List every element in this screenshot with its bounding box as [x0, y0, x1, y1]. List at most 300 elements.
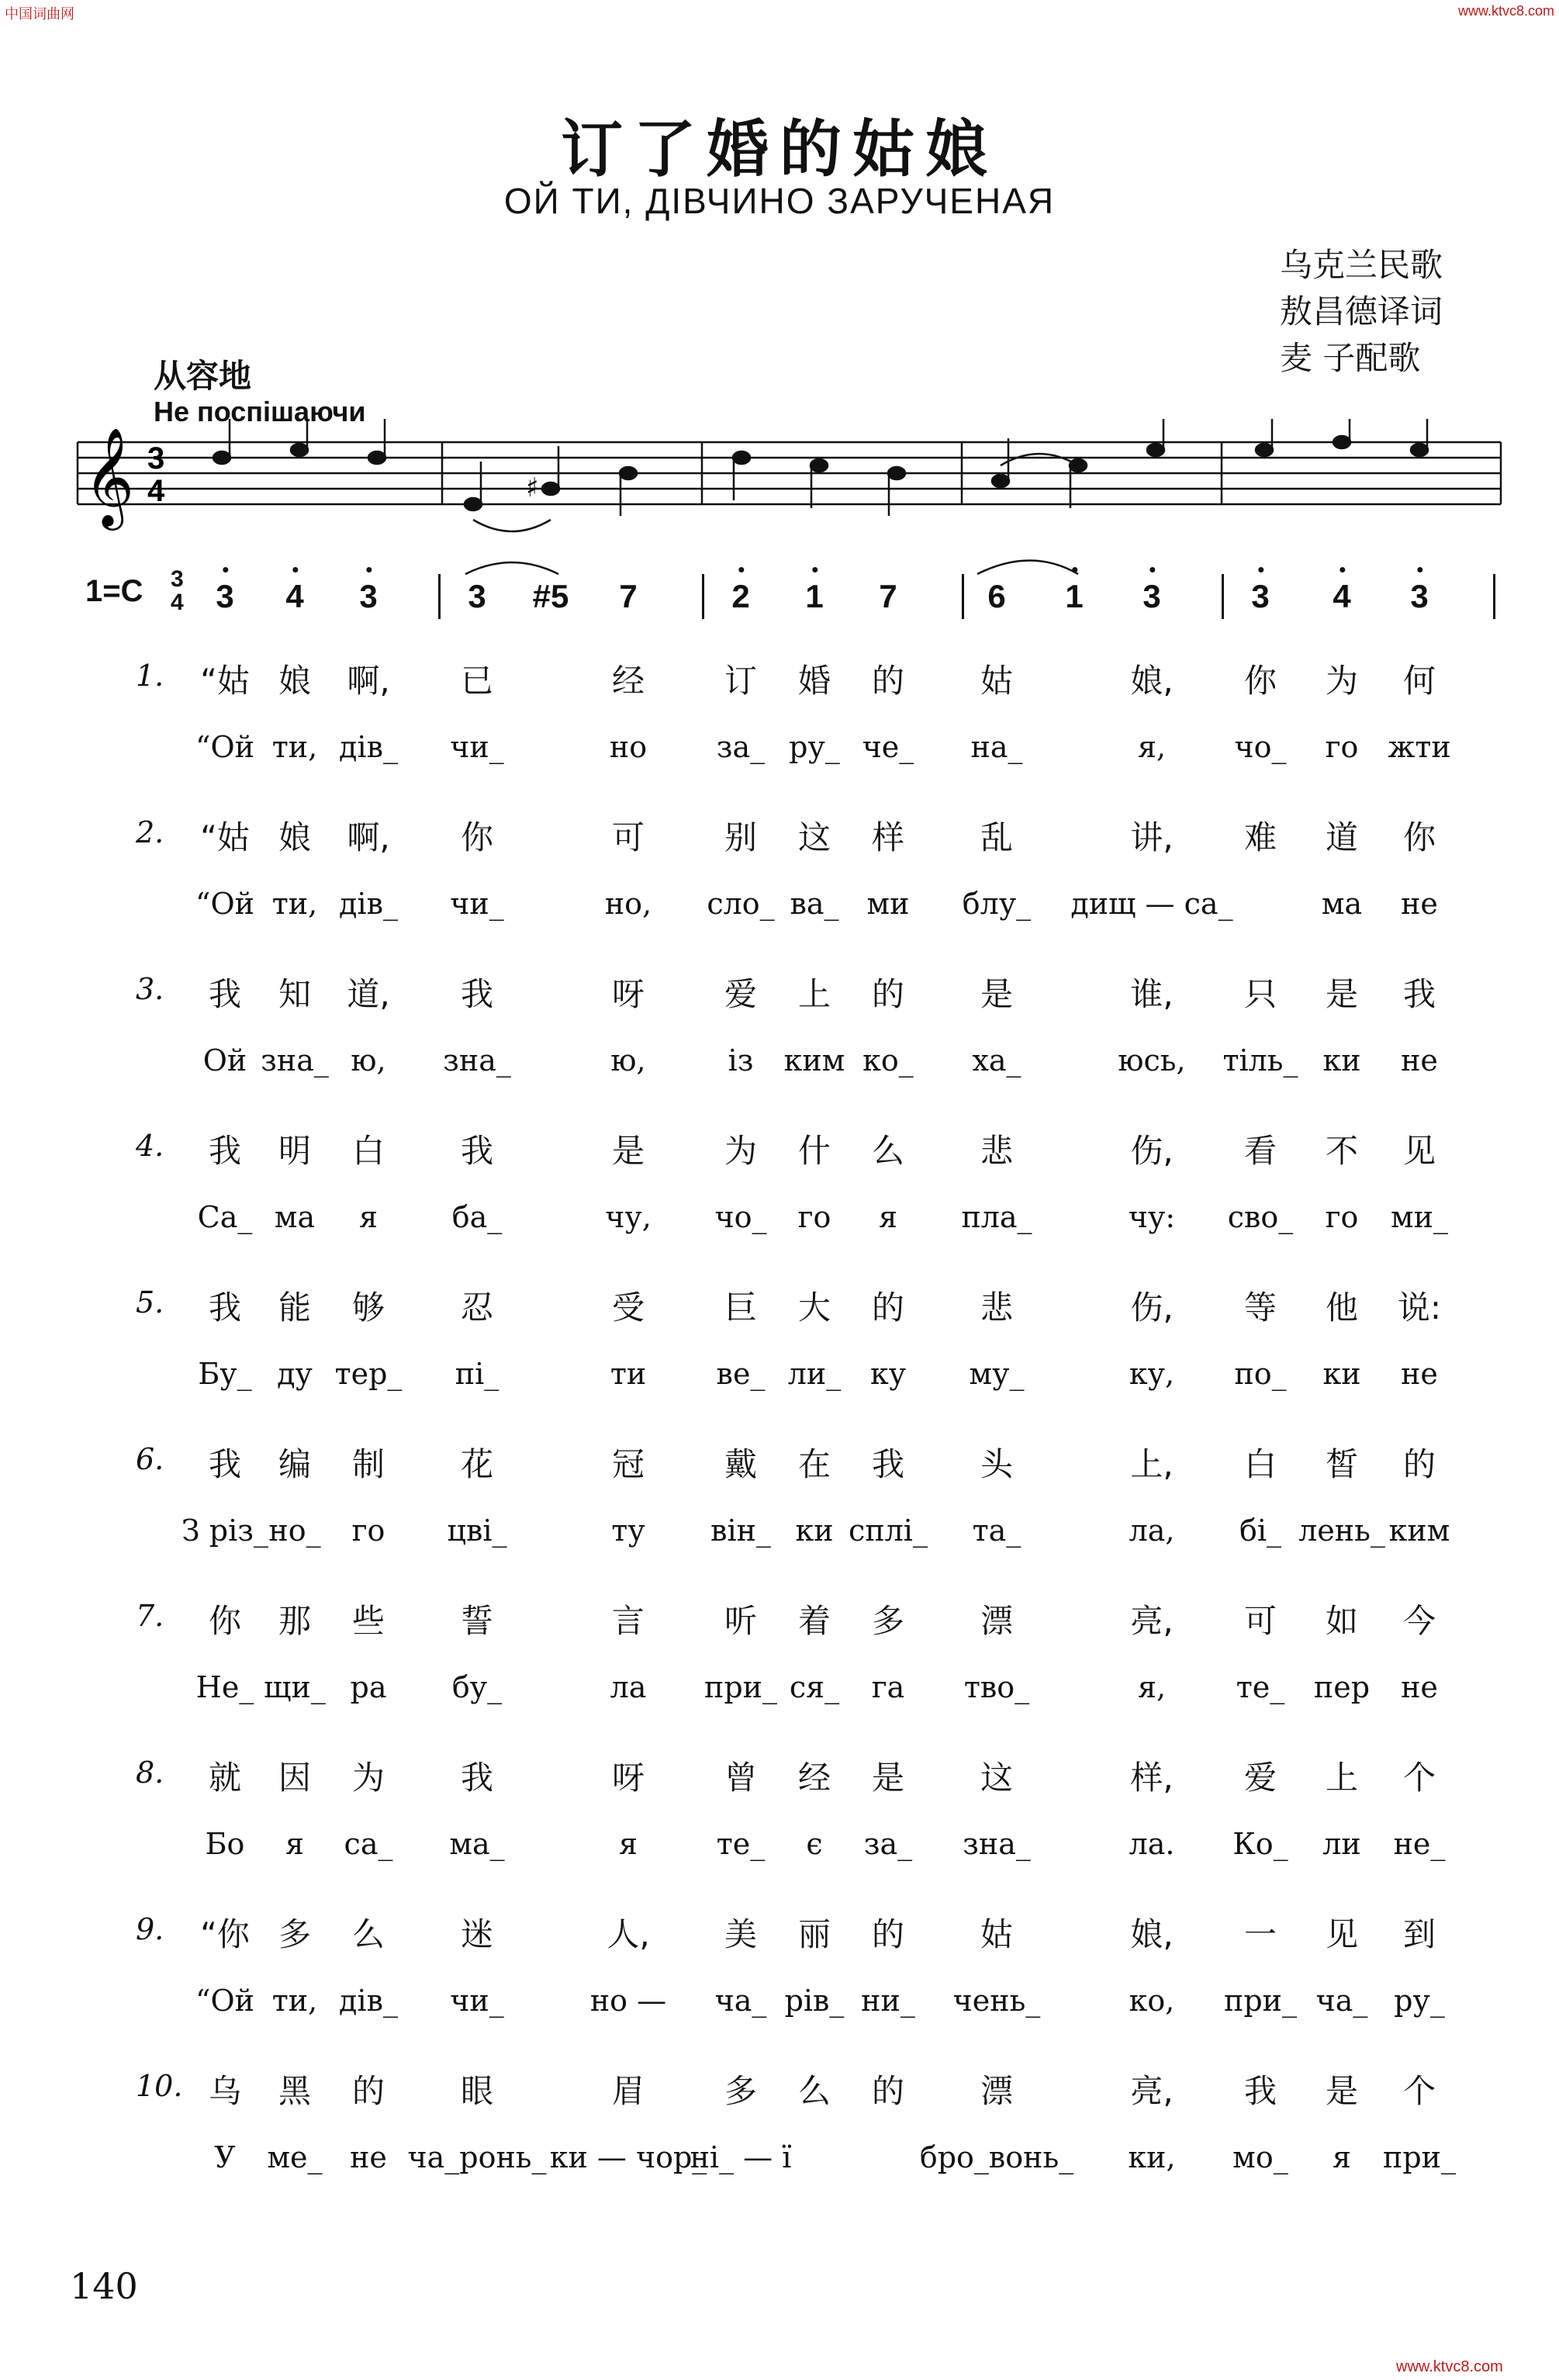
lyric-syllable-ua: ти, [271, 730, 318, 764]
lyric-syllable-ua: не [1401, 1043, 1438, 1078]
lyric-syllable-cn: 誓 [460, 1602, 494, 1640]
lyric-syllable-cn: 我 [208, 1289, 242, 1327]
lyric-syllable-cn: 娘, [1130, 1915, 1174, 1953]
jianpu-note: 3 [216, 578, 233, 615]
lyric-syllable-ua: ни_ [861, 1984, 915, 2018]
lyric-syllable-cn: 黑 [278, 2072, 312, 2110]
lyric-syllable-cn: 能 [278, 1289, 312, 1327]
lyric-syllable-cn: 因 [278, 1759, 312, 1797]
lyric-syllable-ua: че_ [862, 730, 914, 764]
lyric-syllable-cn: 我 [460, 1759, 494, 1797]
jianpu-note: 7 [879, 578, 897, 614]
lyric-syllable-cn: 道, [347, 975, 390, 1013]
tempo-marking-ukrainian: Не поспішаючи [154, 396, 366, 427]
lyric-syllable-ua: но — [589, 1984, 667, 2018]
svg-text:♯: ♯ [526, 472, 539, 503]
lyric-syllable-cn: 皙 [1325, 1445, 1359, 1483]
treble-clef-icon: 𝄞 [84, 427, 135, 526]
lyric-syllable-cn: 我 [871, 1445, 905, 1483]
lyric-syllable-cn: 我 [1402, 975, 1436, 1013]
lyric-syllable-ua: чи_ [450, 1984, 504, 2018]
lyric-syllable-ua: по_ [1234, 1357, 1287, 1391]
lyric-syllable-ua: ки [1322, 1043, 1361, 1078]
lyric-syllable-ua: Не_ [195, 1670, 254, 1704]
lyric-syllable-cn: 为 [1325, 662, 1359, 700]
lyric-syllable-cn: 讲, [1130, 818, 1174, 856]
lyric-syllable-ua: но [609, 730, 648, 764]
lyric-syllable-ua: ко_ [862, 1043, 914, 1078]
lyric-syllable-ua: я [879, 1200, 897, 1234]
lyric-syllable-ua: дищ — са_ [1070, 887, 1233, 921]
lyric-syllable-cn: 可 [1243, 1602, 1277, 1640]
jianpu-note: 4 [1333, 578, 1350, 615]
lyric-syllable-cn: 不 [1325, 1132, 1359, 1170]
lyric-syllable-cn: 悲 [980, 1289, 1014, 1327]
lyric-syllable-cn: 在 [797, 1445, 831, 1483]
verse-number: 9. [136, 1912, 164, 1946]
lyric-syllable-ua: бі_ [1239, 1513, 1282, 1548]
lyric-syllable-ua: та_ [972, 1513, 1021, 1548]
lyric-syllable-cn: 是 [611, 1132, 645, 1170]
lyric-syllable-ua: бро_вонь_ [919, 2140, 1074, 2174]
lyric-syllable-ua: ти [610, 1357, 647, 1391]
tempo-marking-chinese: 从容地 [154, 357, 252, 395]
lyric-syllable-ua: цві_ [447, 1513, 507, 1548]
lyric-syllable-ua: чо_ [714, 1200, 767, 1234]
time-signature-top: 3 [171, 566, 184, 592]
lyric-syllable-cn: 花 [460, 1445, 494, 1483]
lyric-syllable-ua: чу, [605, 1200, 652, 1234]
lyric-syllable-cn: 已 [460, 662, 494, 700]
lyric-syllable-ua: га [871, 1670, 905, 1704]
lyric-syllable-ua: ма [1321, 887, 1363, 921]
lyric-syllable-ua: блу_ [962, 887, 1032, 921]
lyric-syllable-cn: 是 [1325, 975, 1359, 1013]
lyric-syllable-cn: 道 [1325, 818, 1359, 856]
lyric-syllable-ua: ки — чор_ [549, 2140, 707, 2174]
lyric-syllable-cn: 么 [351, 1915, 385, 1953]
lyric-syllable-ua: не [1401, 887, 1438, 921]
lyric-syllable-ua: пі_ [455, 1357, 500, 1391]
lyric-syllable-ua: ва_ [790, 887, 839, 921]
jianpu-note: 3 [359, 578, 377, 615]
lyric-syllable-ua: ду [277, 1357, 313, 1391]
jianpu-note: 2 [731, 578, 749, 615]
lyric-syllable-ua: я [1333, 2140, 1351, 2174]
jianpu-note: 3 [1251, 578, 1269, 615]
lyric-syllable-cn: 等 [1243, 1289, 1277, 1327]
lyric-syllable-ua: ки [1322, 1357, 1361, 1391]
lyric-syllable-cn: 的 [871, 2072, 905, 2110]
jianpu-note: 1 [805, 578, 823, 615]
lyric-syllable-cn: 那 [278, 1602, 312, 1640]
lyric-syllable-ua: не [1401, 1357, 1438, 1391]
lyric-syllable-ua: дів_ [339, 730, 398, 764]
lyric-syllable-cn: 只 [1243, 975, 1277, 1013]
lyric-syllable-ua: зна_ [261, 1043, 329, 1078]
lyric-syllable-cn: “姑 [200, 662, 250, 700]
song-title-ukrainian: ОЙ ТИ, ДІВЧИНО ЗАРУЧЕНАЯ [503, 181, 1056, 221]
lyric-syllable-ua: са_ [344, 1827, 393, 1861]
footer-site: www.ktvc8.com [1396, 2358, 1503, 2375]
verse-number: 1. [136, 659, 164, 693]
lyric-syllable-cn: 的 [351, 2072, 385, 2110]
lyric-syllable-cn: 呀 [611, 1759, 645, 1797]
lyric-syllable-cn: “你 [200, 1915, 250, 1953]
lyric-syllable-cn: 戴 [724, 1445, 758, 1483]
lyric-syllable-ua: Бо [205, 1827, 245, 1861]
lyric-syllable-ua: Са_ [197, 1200, 253, 1234]
lyric-syllable-cn: 说: [1397, 1289, 1442, 1327]
lyric-syllable-ua: ру_ [1394, 1984, 1445, 2018]
lyric-syllable-ua: дів_ [339, 1984, 398, 2018]
lyric-syllable-cn: 白 [1243, 1445, 1277, 1483]
lyric-syllable-ua: я [285, 1827, 304, 1861]
lyric-syllable-cn: 这 [797, 818, 831, 856]
lyric-syllable-ua: ру_ [789, 730, 840, 764]
lyric-syllable-cn: 美 [724, 1915, 758, 1953]
lyric-syllable-ua: ти, [271, 1984, 318, 2018]
lyric-syllable-cn: 编 [278, 1445, 312, 1483]
lyric-syllable-ua: дів_ [339, 887, 398, 921]
lyric-syllable-cn: 漂 [980, 2072, 1014, 2110]
lyric-syllable-cn: 悲 [980, 1132, 1014, 1170]
lyric-syllable-cn: 爱 [1243, 1759, 1277, 1797]
jianpu-note: 3 [1410, 578, 1428, 615]
lyric-syllable-cn: 这 [980, 1759, 1014, 1797]
lyric-syllable-cn: 你 [460, 818, 494, 856]
lyric-syllable-ua: “Ой [195, 1984, 254, 2018]
lyric-syllable-cn: 头 [980, 1445, 1014, 1483]
credits [1280, 242, 1443, 382]
verse-number: 10. [136, 2069, 183, 2103]
verse-number: 4. [136, 1129, 164, 1163]
lyric-syllable-cn: 白 [351, 1132, 385, 1170]
jianpu-note: 1 [1065, 578, 1083, 615]
lyric-syllable-cn: 我 [460, 975, 494, 1013]
lyric-syllable-ua: не [350, 2140, 387, 2174]
lyric-syllable-cn: 啊, [347, 818, 390, 856]
lyric-syllable-cn: 何 [1402, 662, 1436, 700]
lyric-syllable-ua: ча_ронь_ [407, 2140, 547, 2174]
staff-notation [70, 419, 1505, 543]
lyric-syllable-ua: те_ [1236, 1670, 1285, 1704]
lyric-syllable-cn: 婚 [797, 662, 831, 700]
lyric-syllable-ua: чо_ [1234, 730, 1287, 764]
lyric-syllable-cn: 上 [797, 975, 831, 1013]
lyric-syllable-cn: 够 [351, 1289, 385, 1327]
lyric-syllable-ua: ся_ [789, 1670, 840, 1704]
lyric-syllable-ua: “Ой [195, 730, 254, 764]
lyric-syllable-cn: 一 [1243, 1915, 1277, 1953]
lyric-syllable-cn: 制 [351, 1445, 385, 1483]
lyric-syllable-cn: 到 [1402, 1915, 1436, 1953]
lyric-syllable-ua: ла, [1129, 1513, 1175, 1548]
lyric-syllable-ua: за_ [863, 1827, 913, 1861]
lyric-syllable-ua: У [214, 2140, 236, 2174]
lyric-syllable-ua: ла [610, 1670, 647, 1704]
lyric-syllable-cn: 见 [1402, 1132, 1436, 1170]
lyric-syllable-ua: сплі_ [849, 1513, 928, 1548]
lyric-syllable-ua: не [1401, 1670, 1438, 1704]
lyric-syllable-cn: 么 [797, 2072, 831, 2110]
site-watermark-right: www.ktvc8.com [1458, 3, 1555, 19]
lyric-syllable-ua: за_ [716, 730, 766, 764]
lyric-syllable-cn: 人, [607, 1915, 650, 1953]
lyric-syllable-ua: ме_ [267, 2140, 323, 2174]
jianpu-note: 7 [619, 578, 638, 614]
lyric-syllable-cn: 姑 [980, 1915, 1014, 1953]
lyric-syllable-cn: 知 [278, 975, 312, 1013]
lyric-syllable-cn: 多 [278, 1915, 312, 1953]
lyric-syllable-cn: 亮, [1130, 2072, 1174, 2110]
lyric-syllable-cn: 见 [1325, 1915, 1359, 1953]
lyric-syllable-cn: 如 [1325, 1602, 1359, 1640]
lyric-syllable-cn: 多 [724, 2072, 758, 2110]
lyric-syllable-cn: 伤, [1130, 1289, 1174, 1327]
lyric-syllable-cn: 订 [724, 662, 758, 700]
lyric-syllable-ua: ку, [1129, 1357, 1175, 1391]
lyric-syllable-ua: ки, [1128, 2140, 1176, 2174]
lyric-syllable-cn: 爱 [724, 975, 758, 1013]
lyric-syllable-cn: 我 [208, 1132, 242, 1170]
lyric-syllable-cn: 的 [1402, 1445, 1436, 1483]
lyric-syllable-cn: 乱 [980, 818, 1014, 856]
lyric-syllable-ua: ми [866, 887, 910, 921]
lyric-syllable-ua: ту [611, 1513, 645, 1548]
lyric-syllable-ua: ким [783, 1043, 845, 1078]
lyric-syllable-ua: зна_ [963, 1827, 1031, 1861]
lyric-syllable-ua: зна_ [443, 1043, 511, 1078]
lyric-syllable-ua: із [728, 1043, 754, 1078]
lyric-syllable-cn: 冠 [611, 1445, 645, 1483]
lyric-syllable-cn: 迷 [460, 1915, 494, 1953]
lyric-syllable-ua: юсь, [1118, 1043, 1186, 1078]
lyric-syllable-cn: 着 [797, 1602, 831, 1640]
lyric-syllable-ua: ча_ [714, 1984, 767, 2018]
lyric-syllable-ua: при_ [704, 1670, 777, 1704]
lyric-syllable-cn: 眉 [611, 2072, 645, 2110]
page-number: 140 [70, 2265, 138, 2307]
lyric-syllable-ua: Ко_ [1232, 1827, 1288, 1861]
lyric-syllable-cn: 丽 [797, 1915, 831, 1953]
lyric-syllable-cn: 他 [1325, 1289, 1359, 1327]
lyric-syllable-cn: 经 [797, 1759, 831, 1797]
lyric-syllable-ua: мо_ [1232, 2140, 1288, 2174]
song-title-chinese: 订了婚的姑娘 [561, 113, 998, 185]
credit-arranger: 麦 子配歌 [1280, 339, 1421, 377]
lyric-syllable-ua: тво_ [963, 1670, 1030, 1704]
lyric-syllable-cn: 么 [871, 1132, 905, 1170]
lyric-syllable-ua: ма_ [449, 1827, 505, 1861]
time-signature-bottom: 4 [171, 590, 184, 615]
verse-number: 6. [136, 1442, 164, 1476]
lyric-syllable-cn: 听 [724, 1602, 758, 1640]
lyric-syllable-ua: чу: [1128, 1200, 1176, 1234]
lyric-syllable-cn: 些 [351, 1602, 385, 1640]
lyric-syllable-cn: 的 [871, 1915, 905, 1953]
svg-text:3: 3 [147, 441, 165, 476]
lyric-syllable-ua: ко, [1129, 1984, 1175, 2018]
lyric-syllable-cn: 呀 [611, 975, 645, 1013]
lyric-syllable-cn: 娘 [278, 662, 312, 700]
lyric-syllable-cn: 今 [1402, 1602, 1436, 1640]
lyric-syllable-cn: 可 [611, 818, 645, 856]
lyric-syllable-ua: сло_ [707, 887, 775, 921]
lyric-syllable-ua: не_ [1393, 1827, 1446, 1861]
lyric-syllable-ua: я, [1137, 1670, 1167, 1704]
lyric-syllable-cn: 明 [278, 1132, 312, 1170]
lyric-syllable-ua: я [619, 1827, 638, 1861]
lyric-syllable-ua: но, [604, 887, 652, 921]
lyric-syllable-ua: я, [1137, 730, 1167, 764]
lyric-syllable-cn: 的 [871, 662, 905, 700]
lyric-syllable-cn: 眼 [460, 2072, 494, 2110]
lyric-syllable-cn: 受 [611, 1289, 645, 1327]
lyric-syllable-ua: З різ_ [181, 1513, 268, 1548]
lyric-syllable-cn: 为 [351, 1759, 385, 1797]
lyric-syllable-ua: ки [795, 1513, 834, 1548]
lyric-syllable-cn: 是 [980, 975, 1014, 1013]
lyric-syllable-ua: ча_ [1315, 1984, 1368, 2018]
lyric-syllable-ua: тіль_ [1222, 1043, 1298, 1078]
jianpu-note: #5 [532, 578, 569, 614]
lyric-syllable-cn: 你 [1402, 818, 1436, 856]
lyric-syllable-ua: ні_ — ї [690, 2140, 792, 2174]
lyric-syllable-cn: 是 [871, 1759, 905, 1797]
lyric-syllable-ua: пла_ [961, 1200, 1032, 1234]
lyric-syllable-ua: ве_ [716, 1357, 766, 1391]
lyric-syllable-cn: 伤, [1130, 1132, 1174, 1170]
lyric-syllable-cn: 多 [871, 1602, 905, 1640]
lyric-syllable-ua: ю, [351, 1043, 386, 1078]
lyric-syllable-ua: жти [1388, 730, 1451, 764]
lyric-syllable-cn: 漂 [980, 1602, 1014, 1640]
lyric-syllable-cn: 姑 [980, 662, 1014, 700]
jianpu-note: 3 [468, 578, 486, 614]
lyric-syllable-cn: 经 [611, 662, 645, 700]
lyric-syllable-ua: чи_ [450, 887, 504, 921]
lyric-syllable-cn: 是 [1325, 2072, 1359, 2110]
lyric-syllable-cn: 忍 [460, 1289, 494, 1327]
lyric-syllable-ua: чень_ [952, 1984, 1041, 2018]
svg-text:4: 4 [147, 474, 165, 508]
lyric-syllable-cn: 我 [208, 1445, 242, 1483]
lyric-syllable-ua: є [806, 1827, 823, 1861]
credit-translator: 敖昌德译词 [1280, 292, 1443, 330]
lyric-syllable-cn: 的 [871, 1289, 905, 1327]
lyric-syllable-cn: 谁, [1130, 975, 1174, 1013]
lyric-syllable-ua: ли [1322, 1827, 1361, 1861]
verse-number: 7. [136, 1599, 164, 1633]
lyric-syllable-cn: 上, [1130, 1445, 1174, 1483]
site-watermark-left: 中国词曲网 [5, 6, 74, 22]
verse-number: 5. [136, 1285, 164, 1320]
lyric-syllable-ua: го [1325, 730, 1359, 764]
lyric-syllable-ua: сво_ [1227, 1200, 1294, 1234]
lyric-syllable-cn: 什 [797, 1132, 831, 1170]
lyric-syllable-ua: те_ [716, 1827, 766, 1861]
lyric-syllable-cn: 曾 [724, 1759, 758, 1797]
lyric-syllable-ua: ли_ [787, 1357, 842, 1391]
lyric-syllable-ua: тер_ [334, 1357, 403, 1391]
lyric-syllable-cn: 个 [1402, 1759, 1436, 1797]
lyric-syllable-cn: 我 [208, 975, 242, 1013]
lyric-syllable-cn: “姑 [200, 818, 250, 856]
lyric-syllable-ua: му_ [969, 1357, 1025, 1391]
lyric-syllable-cn: 娘 [278, 818, 312, 856]
lyric-syllable-ua: Бу_ [198, 1357, 252, 1391]
jianpu-slurs [0, 543, 1559, 590]
lyric-syllable-ua: го [797, 1200, 831, 1234]
lyric-syllable-ua: на_ [970, 730, 1023, 764]
lyric-syllable-ua: Ой [202, 1043, 247, 1078]
lyric-syllable-cn: 巨 [724, 1289, 758, 1327]
lyric-syllable-ua: рів_ [784, 1984, 845, 2018]
lyric-syllable-cn: 样 [871, 818, 905, 856]
lyric-syllable-ua: при_ [1224, 1984, 1297, 2018]
lyric-syllable-ua: но_ [268, 1513, 321, 1548]
lyric-syllable-ua: ю, [610, 1043, 646, 1078]
lyric-syllable-ua: ха_ [972, 1043, 1021, 1078]
credit-origin: 乌克兰民歌 [1280, 246, 1443, 284]
lyric-syllable-ua: ба_ [451, 1200, 503, 1234]
lyric-syllable-cn: 我 [460, 1132, 494, 1170]
lyric-syllable-cn: 你 [1243, 662, 1277, 700]
lyric-syllable-ua: го [351, 1513, 385, 1548]
lyric-syllable-ua: ку [869, 1357, 907, 1391]
lyric-syllable-ua: ла. [1129, 1827, 1175, 1861]
lyric-syllable-cn: 亮, [1130, 1602, 1174, 1640]
lyric-syllable-ua: при_ [1383, 2140, 1456, 2174]
lyric-syllable-ua: “Ой [195, 887, 254, 921]
lyric-syllable-cn: 看 [1243, 1132, 1277, 1170]
lyric-syllable-cn: 样, [1130, 1759, 1174, 1797]
lyric-syllable-cn: 个 [1402, 2072, 1436, 2110]
lyric-syllable-cn: 为 [724, 1132, 758, 1170]
lyric-syllable-ua: щи_ [264, 1670, 326, 1704]
lyric-syllable-ua: лень_ [1298, 1513, 1385, 1548]
jianpu-note: 6 [987, 578, 1006, 614]
key-signature: 1=C [85, 574, 143, 608]
lyric-syllable-ua: ким [1388, 1513, 1450, 1548]
lyric-syllable-ua: ми_ [1391, 1200, 1448, 1234]
lyric-syllable-ua: бу_ [451, 1670, 503, 1704]
lyric-syllable-ua: ти, [271, 887, 318, 921]
lyric-syllable-cn: 你 [208, 1602, 242, 1640]
lyric-syllable-ua: я [359, 1200, 378, 1234]
lyric-syllable-ua: ра [350, 1670, 387, 1704]
lyric-syllable-ua: го [1325, 1200, 1359, 1234]
lyric-syllable-ua: він_ [710, 1513, 771, 1548]
lyric-syllable-ua: ма [274, 1200, 316, 1234]
lyric-syllable-cn: 乌 [208, 2072, 242, 2110]
lyric-syllable-cn: 别 [724, 818, 758, 856]
lyric-syllable-ua: пер [1313, 1670, 1371, 1704]
jianpu-note: 3 [1142, 578, 1160, 615]
verse-number: 3. [136, 972, 164, 1006]
lyric-syllable-cn: 大 [797, 1289, 831, 1327]
lyric-syllable-cn: 的 [871, 975, 905, 1013]
jianpu-note: 4 [285, 578, 303, 615]
lyric-syllable-cn: 就 [208, 1759, 242, 1797]
verse-number: 8. [136, 1756, 164, 1790]
lyric-syllable-ua: чи_ [450, 730, 504, 764]
lyric-syllable-cn: 啊, [347, 662, 390, 700]
lyric-syllable-cn: 上 [1325, 1759, 1359, 1797]
lyric-syllable-cn: 言 [611, 1602, 645, 1640]
lyric-syllable-cn: 难 [1243, 818, 1277, 856]
